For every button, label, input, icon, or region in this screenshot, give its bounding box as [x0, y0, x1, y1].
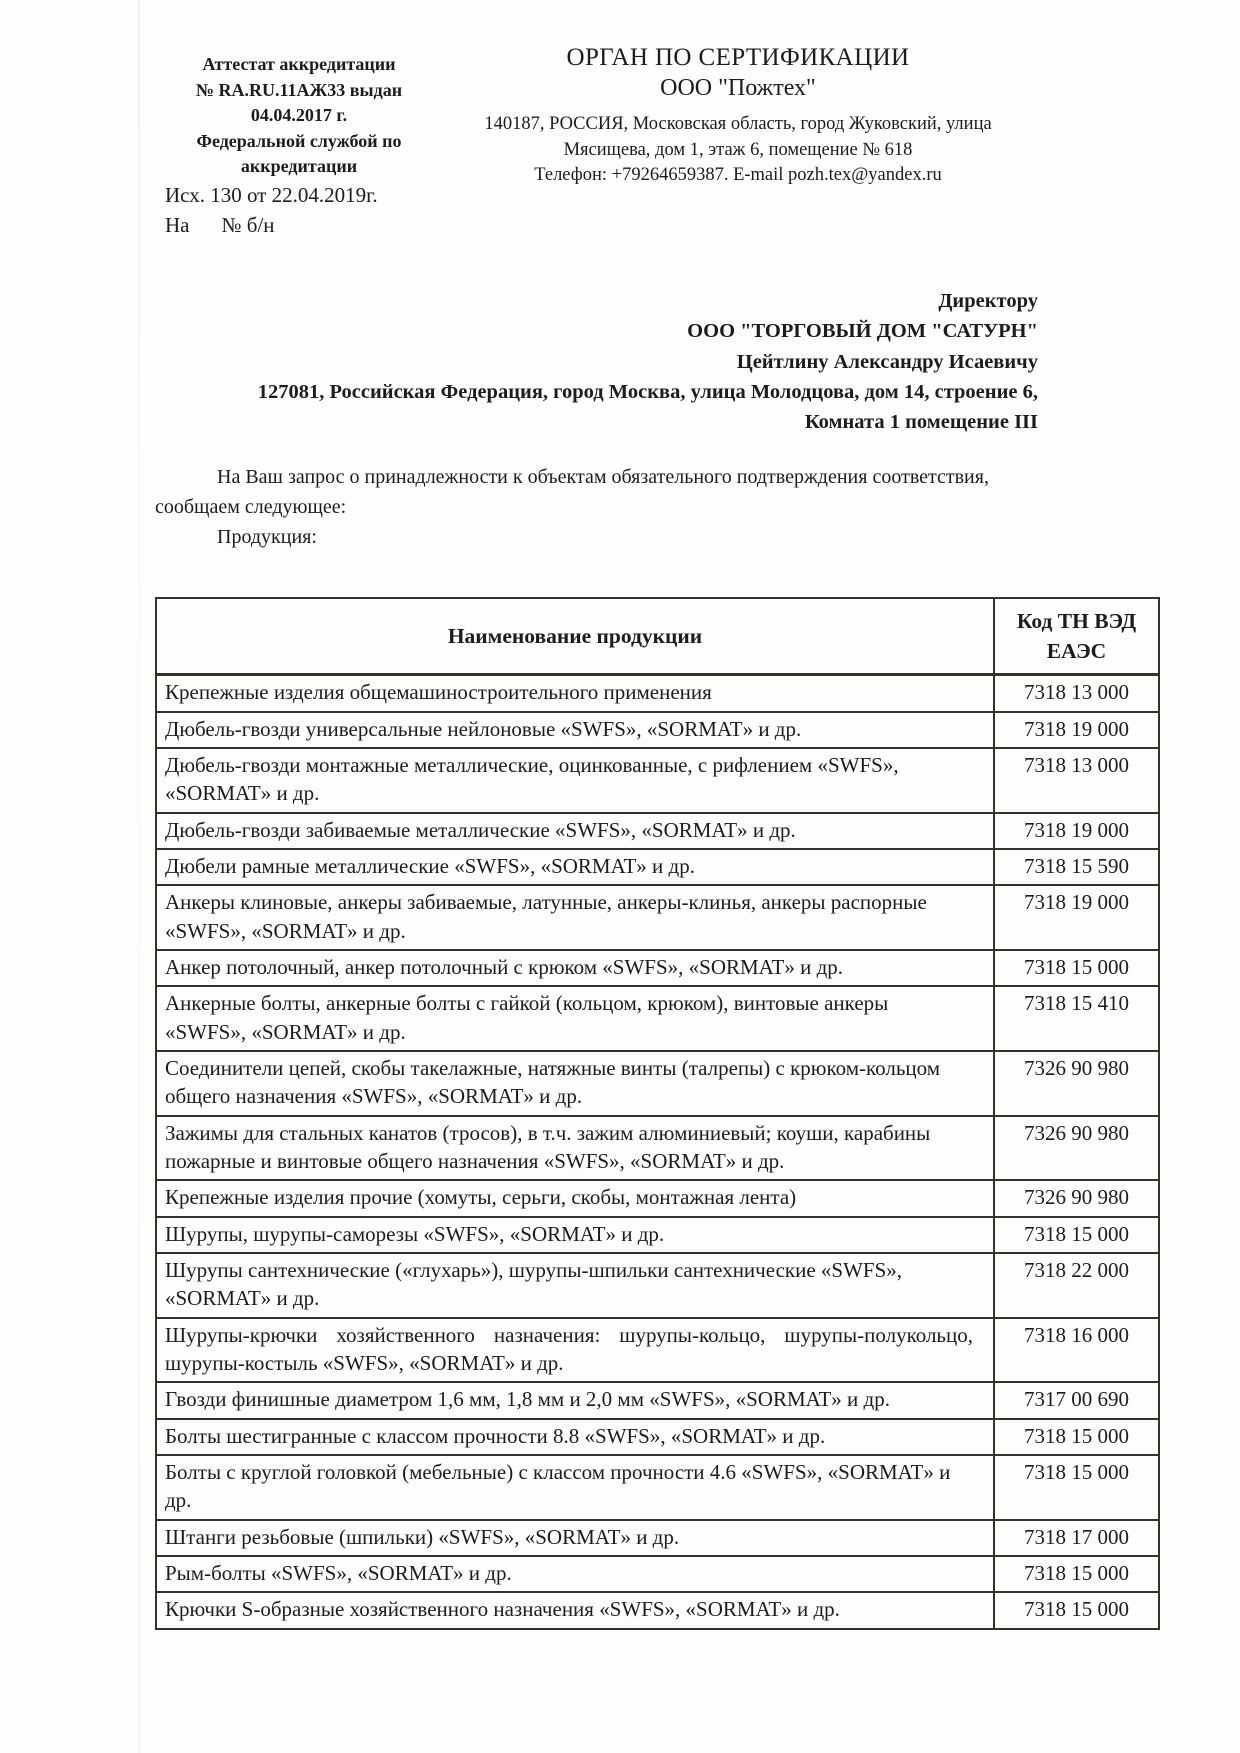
product-name-cell: Крепежные изделия прочие (хомуты, серьги, скобы, монтажная лента) [156, 1180, 994, 1216]
incoming-ref [165, 211, 378, 241]
product-code-cell: 7318 15 000 [994, 1217, 1159, 1253]
product-code-cell: 7318 19 000 [994, 712, 1159, 748]
table-row [156, 1520, 1159, 1556]
product-code-cell: 7318 17 000 [994, 1520, 1159, 1556]
products-label: Продукция: [217, 526, 317, 548]
product-name-cell: Крепежные изделия общемашиностроительного применения [156, 675, 994, 712]
product-code-cell: 7326 90 980 [994, 1051, 1159, 1116]
product-name-cell: Дюбель-гвозди универсальные нейлоновые «SWFS», «SORMAT» и др. [156, 712, 994, 748]
product-code-cell: 7318 13 000 [994, 675, 1159, 712]
product-name-cell: Дюбель-гвозди забиваемые металлические «SWFS», «SORMAT» и др. [156, 813, 994, 849]
addressee-line: Комната 1 помещение III [804, 411, 1038, 434]
product-name-cell: Гвозди финишные диаметром 1,6 мм, 1,8 мм и 2,0 мм «SWFS», «SORMAT» и др. [156, 1382, 994, 1418]
product-name-cell: Зажимы для стальных канатов (тросов), в т.ч. зажим алюминиевый; коуши, карабины пожарные и винтовые общего назначения «SWFS», «SORMAT» и др. [156, 1116, 994, 1181]
table-row [156, 1592, 1159, 1628]
table-row [156, 1116, 1159, 1181]
table-row [156, 1556, 1159, 1592]
product-code-cell: 7326 90 980 [994, 1180, 1159, 1216]
product-code-cell: 7318 15 410 [994, 986, 1159, 1051]
product-name-cell: Шурупы-крючки хозяйственного назначения: шурупы-кольцо, шурупы-полукольцо, шурупы-костыль «SWFS», «SORMAT» и др. [156, 1318, 994, 1383]
product-name-cell: Болты шестигранные с классом прочности 8.8 «SWFS», «SORMAT» и др. [156, 1419, 994, 1455]
product-code-cell: 7318 15 000 [994, 1592, 1159, 1628]
table-row [156, 1217, 1159, 1253]
org-contact: Телефон: +79264659387. E-mail pozh.tex@yandex.ru [534, 165, 942, 186]
table-header-code: Код ТН ВЭД ЕАЭС [994, 598, 1159, 675]
table-row [156, 885, 1159, 950]
table-header-name: Наименование продукции [156, 598, 994, 675]
intro-line: сообщаем следующее: [155, 496, 347, 518]
product-name-cell: Анкер потолочный, анкер потолочный с крюком «SWFS», «SORMAT» и др. [156, 950, 994, 986]
product-name-cell: Болты с круглой головкой (мебельные) с классом прочности 4.6 «SWFS», «SORMAT» и др. [156, 1455, 994, 1520]
letter-body [155, 462, 1047, 552]
addressee-line: 127081, Российская Федерация, город Москва, улица Молодцова, дом 14, строение 6, [257, 380, 1038, 403]
table-row [156, 986, 1159, 1051]
certification-org-block [440, 44, 1036, 189]
product-code-cell: 7318 19 000 [994, 813, 1159, 849]
accreditation-line: Аттестат аккредитации [202, 54, 396, 74]
product-code-cell: 7318 19 000 [994, 885, 1159, 950]
accreditation-line: № RA.RU.11АЖ33 выдан [195, 79, 403, 100]
product-name-cell: Штанги резьбовые (шпильки) «SWFS», «SORMAT» и др. [156, 1520, 994, 1556]
table-row [156, 849, 1159, 885]
product-name-cell: Шурупы сантехнические («глухарь»), шурупы-шпильки сантехнические «SWFS», «SORMAT» и др. [156, 1253, 994, 1318]
addressee-block [150, 286, 1038, 438]
product-code-cell: 7318 15 000 [994, 1419, 1159, 1455]
product-code-cell: 7318 15 000 [994, 950, 1159, 986]
accreditation-line: 04.04.2017 г. [250, 105, 348, 126]
product-name-cell: Дюбели рамные металлические «SWFS», «SORMAT» и др. [156, 849, 994, 885]
table-row [156, 1455, 1159, 1520]
product-name-cell: Анкерные болты, анкерные болты с гайкой (кольцом, крюком), винтовые анкеры «SWFS», «SORMAT» и др. [156, 986, 994, 1051]
accreditation-block [168, 52, 430, 180]
product-name-cell: Рым-болты «SWFS», «SORMAT» и др. [156, 1556, 994, 1592]
table-row [156, 950, 1159, 986]
outgoing-ref: Исх. 130 от 22.04.2019г. [165, 183, 378, 207]
addressee-line: ООО "ТОРГОВЫЙ ДОМ "САТУРН" [687, 320, 1038, 343]
product-name-cell: Соединители цепей, скобы такелажные, натяжные винты (талрепы) с крюком-кольцом общего назначения «SWFS», «SORMAT» и др. [156, 1051, 994, 1116]
table-header-row [156, 598, 1159, 675]
table-row [156, 1051, 1159, 1116]
products-table [155, 597, 1160, 1630]
product-code-cell: 7318 15 590 [994, 849, 1159, 885]
table-row [156, 1253, 1159, 1318]
product-code-cell: 7318 13 000 [994, 748, 1159, 813]
table-row [156, 748, 1159, 813]
accreditation-line: Федеральной службой по аккредитации [196, 130, 402, 177]
table-row [156, 712, 1159, 748]
table-row [156, 813, 1159, 849]
product-name-cell: Крючки S-образные хозяйственного назначения «SWFS», «SORMAT» и др. [156, 1592, 994, 1628]
addressee-line: Цейтлину Александру Исаевичу [736, 350, 1038, 373]
scan-artifact-line [138, 0, 140, 1753]
product-name-cell: Анкеры клиновые, анкеры забиваемые, латунные, анкеры-клинья, анкеры распорные «SWFS», «SORMAT» и др. [156, 885, 994, 950]
product-code-cell: 7326 90 980 [994, 1116, 1159, 1181]
incoming-ref-label: На [165, 212, 190, 237]
product-code-cell: 7317 00 690 [994, 1382, 1159, 1418]
table-row [156, 1318, 1159, 1383]
product-code-cell: 7318 22 000 [994, 1253, 1159, 1318]
incoming-ref-value: № б/н [221, 212, 275, 237]
product-name-cell: Дюбель-гвозди монтажные металлические, оцинкованные, с рифлением «SWFS», «SORMAT» и др. [156, 748, 994, 813]
reference-block [165, 181, 378, 241]
org-title: ОРГАН ПО СЕРТИФИКАЦИИ [566, 44, 910, 71]
table-row [156, 1382, 1159, 1418]
table-row [156, 675, 1159, 712]
intro-line: На Ваш запрос о принадлежности к объектам обязательного подтверждения соответствия, [217, 466, 989, 488]
product-code-cell: 7318 16 000 [994, 1318, 1159, 1383]
product-name-cell: Шурупы, шурупы-саморезы «SWFS», «SORMAT» и др. [156, 1217, 994, 1253]
org-address: 140187, РОССИЯ, Московская область, город Жуковский, улица Мясищева, дом 1, этаж 6, помещение № 618 [484, 114, 992, 160]
org-name: ООО "Пожтех" [660, 75, 816, 101]
product-code-cell: 7318 15 000 [994, 1556, 1159, 1592]
table-row [156, 1180, 1159, 1216]
addressee-line: Директору [938, 290, 1038, 312]
table-row [156, 1419, 1159, 1455]
product-code-cell: 7318 15 000 [994, 1455, 1159, 1520]
